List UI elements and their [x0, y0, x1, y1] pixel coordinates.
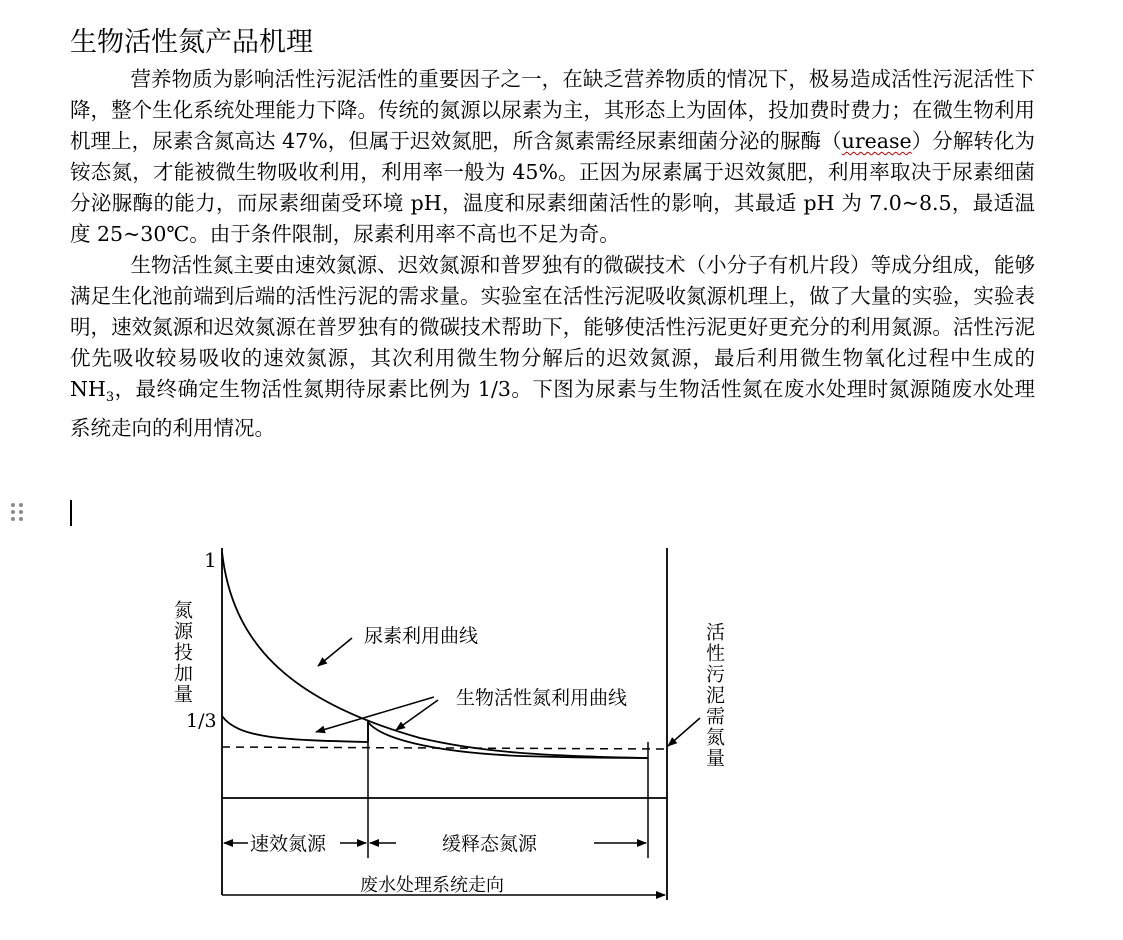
y-tick-1: 1 [204, 548, 217, 572]
slow-zone-label: 缓释态氮源 [442, 833, 538, 855]
fast-zone-label: 速效氮源 [250, 833, 327, 855]
subscript-3: 3 [105, 390, 115, 406]
urea-label-arrow [318, 638, 352, 666]
bio-curve-segment-1 [222, 716, 368, 742]
bio-curve-label: 生物活性氮利用曲线 [456, 687, 628, 709]
urea-curve-line [222, 552, 648, 758]
paragraph-bio-text-1: 生物活性氮主要由速效氮源、迟效氮源和普罗独有的微碳技术（小分子有机片段）等成分组成，能够满足生化池前端到后端的活性污泥的需求量。实验室在活性污泥吸收氮源机理上，做了大量的实验，实验表明，速效氮源和迟效氮源在普罗独有的微碳技术帮助下，能够使活性污泥更好更充分的利用氮源。活性污泥优先吸收较易吸收的速效氮源，其次利用微生物分解后的迟效氮源，最后利用微生物氧化过程中生成的 NH [70, 253, 1035, 401]
y-tick-one-third: 1/3 [186, 710, 217, 732]
bio-label-arrow-1 [316, 697, 434, 732]
spellcheck-word[interactable]: urease [841, 129, 912, 153]
demand-label: 活性污泥需氮量 [703, 622, 725, 769]
paragraph-bio-text-2: ，最终确定生物活性氮期待尿素比例为 1/3。下图为尿素与生物活性氮在废水处理时氮源随废水处理系统走向的利用情况。 [70, 377, 1035, 441]
bio-label-arrow-2 [396, 700, 438, 730]
y-axis-label: 氮源投加量 [171, 600, 193, 705]
paragraph-urea-text-1: 营养物质为影响活性污泥活性的重要因子之一，在缺乏营养物质的情况下，极易造成活性污泥活性下降，整个生化系统处理能力下降。传统的氮源以尿素为主，其形态上为固体，投加费时费力；在微生物利用机理上，尿素含氮高达 47%，但属于迟效氮肥，所含氮素需经尿素细菌分泌的脲酶（ [70, 67, 1035, 153]
urea-curve-label: 尿素利用曲线 [364, 625, 479, 647]
page-title: 生物活性氮产品机理 [70, 27, 313, 58]
demand-label-arrow [668, 718, 700, 746]
x-axis-label: 废水处理系统走向 [360, 875, 504, 896]
paragraph-urea-text-2: ）分解转化为铵态氮，才能被微生物吸收利用，利用率一般为 45%。正因为尿素属于迟效氮肥，利用率取决于尿素细菌分泌脲酶的能力，而尿素细菌受环境 pH，温度和尿素细菌活性的影响，其最适 pH 为 7.0~8.5，最适温度 25~30℃。由于条件限制，尿素利用率不高也不足为奇。 [70, 129, 1035, 246]
